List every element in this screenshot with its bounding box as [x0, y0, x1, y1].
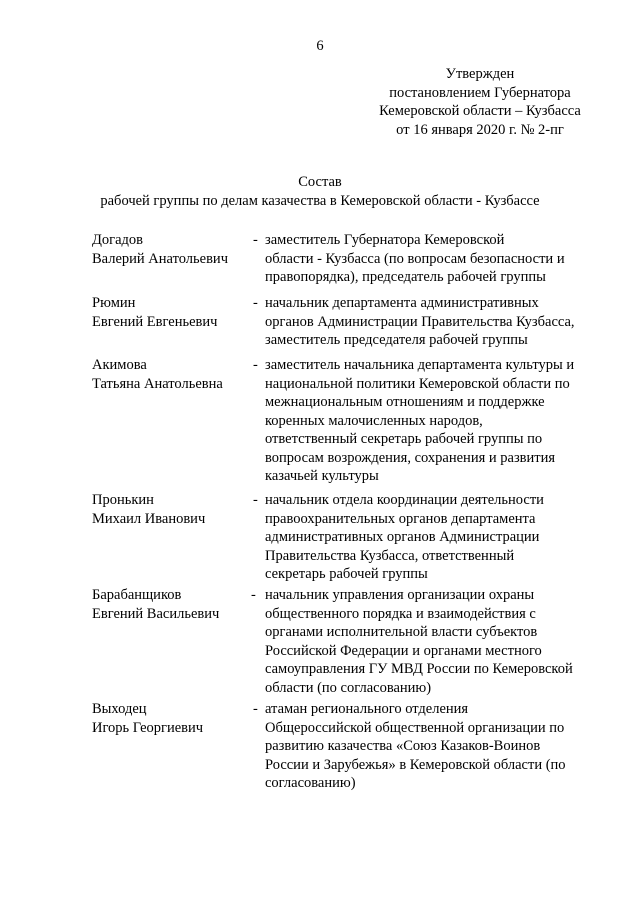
member-dash: -	[253, 357, 258, 373]
member-role	[265, 700, 600, 793]
role-line: России и Зарубежья» в Кемеровской области (по	[265, 756, 566, 773]
member-dash: -	[253, 295, 258, 311]
role-line: органов Администрации Правительства Кузбасса,	[265, 313, 575, 330]
member-surname: Барабанщиков	[92, 587, 182, 603]
role-line: начальник отдела координации деятельности	[265, 492, 544, 508]
role-line: коренных малочисленных народов,	[265, 412, 483, 429]
role-line: заместитель председателя рабочей группы	[265, 332, 528, 348]
member-given-names: Игорь Георгиевич	[92, 719, 204, 736]
role-line: ответственный секретарь рабочей группы по	[265, 431, 543, 447]
approval-stamp	[340, 65, 620, 139]
member-name	[92, 586, 242, 623]
approval-line: постановлением Губернатора	[389, 84, 571, 101]
role-line: органами исполнительной власти субъектов	[265, 624, 538, 640]
member-given-names: Михаил Иванович	[92, 510, 206, 527]
role-line: атаман регионального отделения	[265, 701, 469, 717]
role-line: Правительства Кузбасса, ответственный	[265, 547, 515, 564]
role-line: секретарь рабочей группы	[265, 566, 428, 582]
approval-line: Кемеровской области – Кузбасса	[379, 103, 581, 119]
member-surname: Акимова	[92, 357, 147, 373]
member-given-names: Татьяна Анатольевна	[92, 375, 223, 392]
role-line: правопорядка), председатель рабочей группы	[265, 269, 546, 285]
role-line: области (по согласованию)	[265, 679, 432, 696]
role-line: заместитель Губернатора Кемеровской	[265, 232, 505, 248]
role-line: вопросам возрождения, сохранения и развития	[265, 449, 556, 466]
role-line: казачьей культуры	[265, 468, 379, 484]
member-dash: -	[253, 492, 258, 508]
member-role	[265, 491, 600, 584]
member-dash: -	[253, 701, 258, 717]
member-surname: Выходец	[92, 701, 147, 717]
member-given-names: Валерий Анатольевич	[92, 250, 228, 267]
role-line: начальник департамента административных	[265, 295, 539, 311]
role-line: начальник управления организации охраны	[265, 587, 535, 603]
title-line-heading: Состав	[298, 174, 342, 190]
member-role	[265, 231, 600, 287]
member-given-names: Евгений Евгеньевич	[92, 313, 218, 330]
role-line: согласованию)	[265, 775, 356, 791]
member-name	[92, 356, 242, 393]
member-dash: -	[253, 232, 258, 248]
member-name	[92, 294, 242, 331]
member-surname: Рюмин	[92, 295, 136, 311]
role-line: административных органов Администрации	[265, 529, 540, 545]
role-line: области - Кузбасса (по вопросам безопасности и	[265, 250, 565, 267]
approval-line: Утвержден	[445, 66, 515, 82]
member-name	[92, 700, 242, 737]
title-line-subject: рабочей группы по делам казачества в Кемеровской области - Кузбассе	[100, 192, 540, 209]
member-role	[265, 356, 600, 486]
member-name	[92, 491, 242, 528]
role-line: развитию казачества «Союз Казаков-Воинов	[265, 738, 541, 754]
document-title	[0, 173, 640, 210]
member-given-names: Евгений Васильевич	[92, 605, 220, 622]
member-surname: Пронькин	[92, 492, 154, 508]
role-line: Российской Федерации и органами местного	[265, 642, 542, 659]
member-role	[265, 586, 600, 697]
role-line: Общероссийской общественной организации по	[265, 719, 565, 736]
member-role	[265, 294, 600, 350]
role-line: заместитель начальника департамента культуры и	[265, 357, 575, 373]
member-surname: Догадов	[92, 232, 143, 248]
role-line: межнациональным отношениям и поддержке	[265, 394, 545, 410]
member-dash: -	[251, 587, 256, 603]
approval-line: от 16 января 2020 г. № 2-пг	[396, 121, 564, 138]
role-line: правоохранительных органов департамента	[265, 510, 536, 527]
role-line: самоуправления ГУ МВД России по Кемеровской	[265, 661, 573, 677]
role-line: национальной политики Кемеровской области по	[265, 375, 570, 392]
page-number: 6	[316, 38, 324, 54]
member-name	[92, 231, 242, 268]
role-line: общественного порядка и взаимодействия с	[265, 605, 536, 622]
